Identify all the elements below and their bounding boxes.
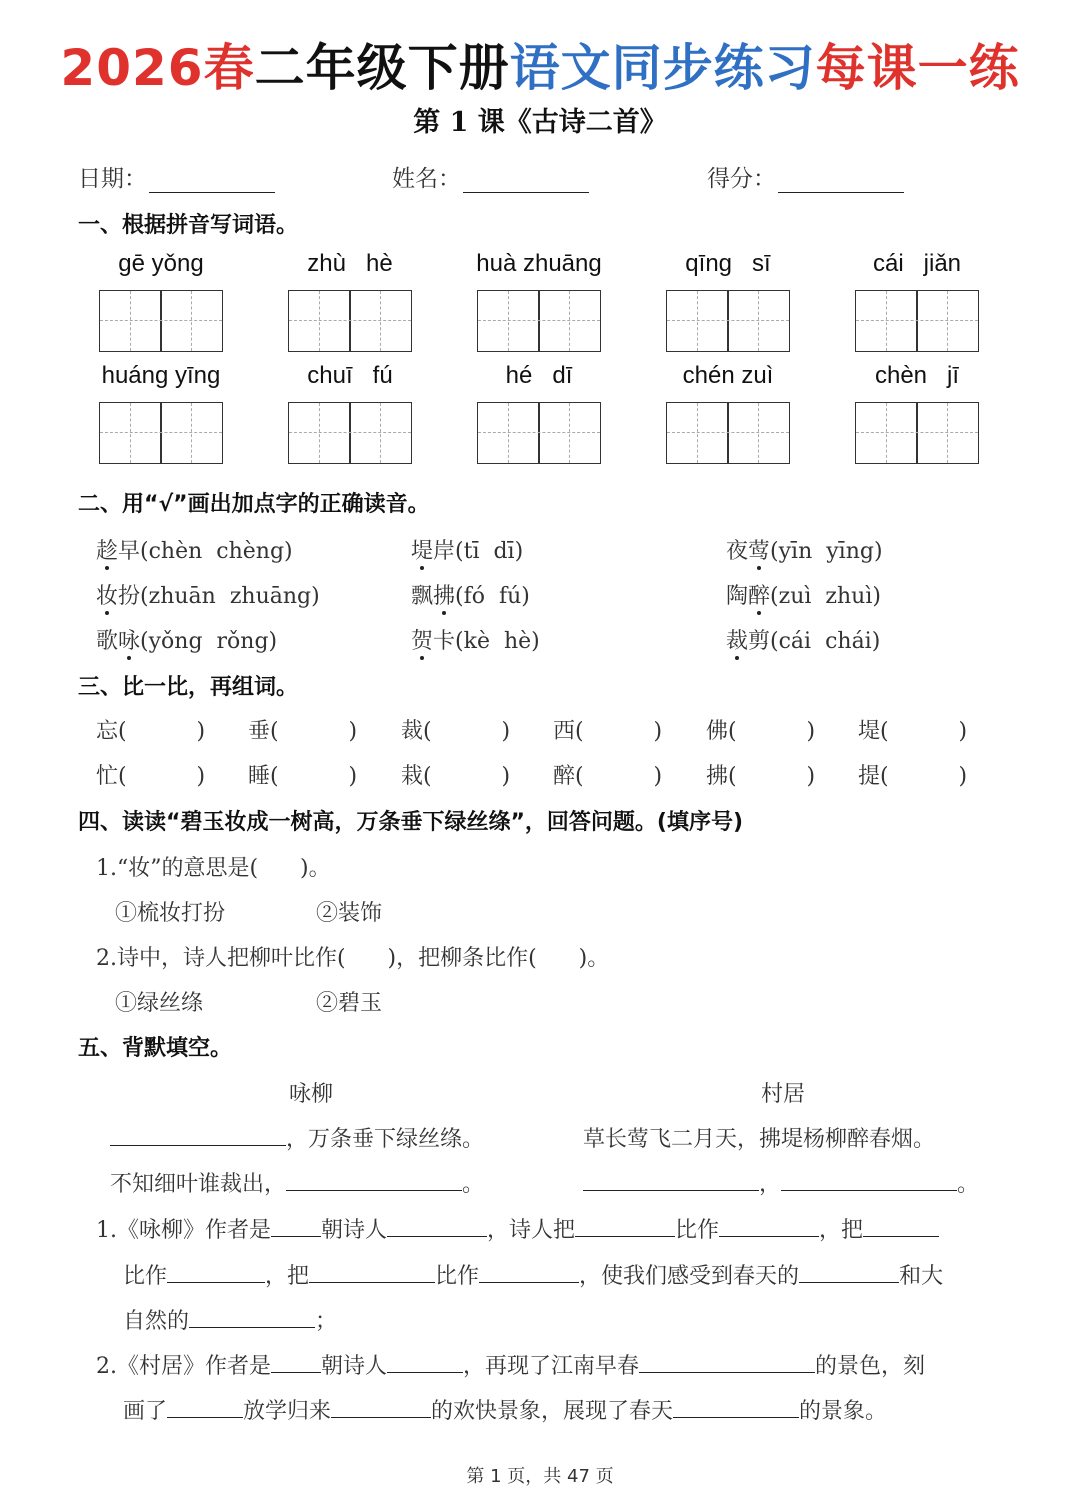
fill-question-2[interactable]: 2.《村居》作者是 朝诗人 ，再现了江南早春 的景色，刻 [96,1354,926,1379]
word-building-item[interactable]: 垂( ) [248,719,358,744]
poem-title: 咏柳 [289,1082,334,1107]
pronunciation-item[interactable]: 裁剪(cái chái) [726,629,881,654]
section-2-heading: 二、用“√”画出加点字的正确读音。 [78,492,430,517]
pinyin-label: hé dī [505,362,573,389]
question-2[interactable]: 2.诗中，诗人把柳叶比作( )，把柳条比作( )。 [96,946,610,971]
writing-grid[interactable] [666,290,790,352]
word-building-item[interactable]: 醉( ) [553,764,663,789]
writing-grid[interactable] [666,402,790,464]
page-footer: 第 1 页，共 47 页 [466,1466,614,1487]
poem-line[interactable]: ， 。 [583,1167,979,1198]
word-building-item[interactable]: 拂( ) [706,764,816,789]
pronunciation-item[interactable]: 夜莺(yīn yīng) [726,539,883,564]
option: ②碧玉 [316,991,383,1016]
section-3-heading: 三、比一比，再组词。 [78,675,299,700]
writing-grid[interactable] [99,290,223,352]
poem-line[interactable]: ，万条垂下绿丝绦。 [110,1122,484,1153]
poem-title: 村居 [761,1082,806,1107]
pinyin-label: cái jiǎn [872,250,962,277]
name-field[interactable]: 姓名： [392,160,589,193]
word-building-item[interactable]: 忙( ) [96,764,206,789]
fill-question-1[interactable]: 1.《咏柳》作者是 朝诗人 ，诗人把 比作 ，把 [96,1213,939,1244]
fill-question-1-line2[interactable]: 比作 ，把 比作 ，使我们感受到春天的 和大 [123,1264,944,1289]
score-field[interactable]: 得分： [707,160,904,193]
word-building-item[interactable]: 西( ) [553,719,663,744]
pronunciation-item[interactable]: 陶醉(zuì zhuì) [726,584,881,609]
pinyin-label: chén zuì [682,362,774,389]
section-4-heading: 四、读读“碧玉妆成一树高，万条垂下绿丝绦”，回答问题。(填序号) [78,810,744,835]
date-field[interactable]: 日期： [78,160,275,193]
writing-grid[interactable] [99,402,223,464]
pronunciation-item[interactable]: 趁早(chèn chèng) [96,539,293,564]
option: ①梳妆打扮 [115,901,226,926]
writing-grid[interactable] [855,290,979,352]
word-building-item[interactable]: 裁( ) [401,719,511,744]
pinyin-label: chuī fú [307,362,393,389]
pronunciation-item[interactable]: 贺卡(kè hè) [411,629,540,654]
writing-grid[interactable] [477,290,601,352]
pinyin-label: qīng sī [685,250,771,277]
section-5-heading: 五、背默填空。 [78,1036,233,1061]
word-building-item[interactable]: 堤( ) [858,719,968,744]
pronunciation-item[interactable]: 妆扮(zhuān zhuāng) [96,584,320,609]
word-building-item[interactable]: 忘( ) [96,719,206,744]
writing-grid[interactable] [855,402,979,464]
option: ②装饰 [316,901,383,926]
pinyin-label: gē yǒng [118,250,204,277]
word-building-item[interactable]: 睡( ) [248,764,358,789]
word-building-item[interactable]: 栽( ) [401,764,511,789]
pronunciation-item[interactable]: 飘拂(fó fú) [411,584,530,609]
writing-grid[interactable] [477,402,601,464]
fill-question-1-line3[interactable]: 自然的 ； [123,1309,338,1334]
pronunciation-item[interactable]: 歌咏(yǒng rǒng) [96,629,278,654]
poem-line[interactable]: 不知细叶谁裁出， 。 [110,1172,485,1197]
pinyin-label: chèn jī [874,362,960,389]
word-building-item[interactable]: 提( ) [858,764,968,789]
pinyin-label: zhù hè [307,250,393,277]
question-1[interactable]: 1.“妆”的意思是( )。 [96,856,331,881]
poem-line: 草长莺飞二月天，拂堤杨柳醉春烟。 [583,1127,936,1152]
writing-grid[interactable] [288,402,412,464]
fill-question-2-line2[interactable]: 画了 放学归来 的欢快景象，展现了春天 的景象。 [123,1399,888,1424]
section-1-heading: 一、根据拼音写词语。 [78,213,299,238]
option: ①绿丝绦 [115,991,204,1016]
pronunciation-item[interactable]: 堤岸(tī dī) [411,539,524,564]
pinyin-label: huáng yīng [101,362,221,389]
pinyin-label: huà zhuāng [476,250,602,277]
writing-grid[interactable] [288,290,412,352]
worksheet-title: 2026春二年级下册语文同步练习每课一练 [60,39,1020,97]
word-building-item[interactable]: 佛( ) [706,719,816,744]
lesson-subtitle: 第 1 课《古诗二首》 [413,107,667,138]
